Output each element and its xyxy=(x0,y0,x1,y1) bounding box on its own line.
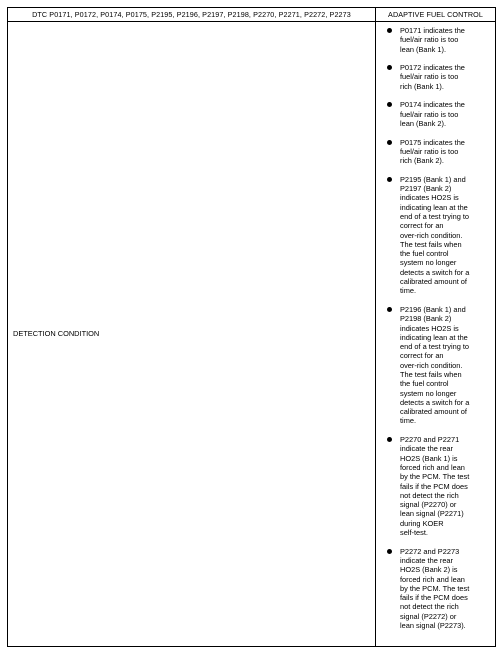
condition-description-cell xyxy=(376,22,496,647)
condition-bullet xyxy=(386,26,493,54)
bullet-icon xyxy=(387,65,392,70)
bullet-icon xyxy=(387,140,392,145)
bullet-icon xyxy=(387,102,392,107)
dtc-header: DTC P0171, P0172, P0174, P0175, P2195, P2196, P2197, P2198, P2270, P2271, P2272, P2273 xyxy=(8,8,376,22)
bullet-icon xyxy=(387,177,392,182)
bullet-icon xyxy=(387,549,392,554)
bullet-icon xyxy=(387,437,392,442)
bullet-text: P0174 indicates the fuel/air ratio is too lean (Bank 2). xyxy=(400,100,465,128)
system-header: ADAPTIVE FUEL CONTROL xyxy=(376,8,496,22)
condition-bullet xyxy=(386,547,493,631)
condition-bullet xyxy=(386,175,493,296)
condition-bullet xyxy=(386,435,493,537)
bullet-text: P2195 (Bank 1) and P2197 (Bank 2) indicates HO2S is indicating lean at the end of a test trying to correct for an over-rich condition. The test fails when the fuel control system no longer detects a switch for a calibrated amount of time. xyxy=(400,174,470,296)
bullet-text: P2196 (Bank 1) and P2198 (Bank 2) indicates HO2S is indicating lean at the end of a test trying to correct for an over-rich condition. The test fails when the fuel control system no longer detects a switch for a calibrated amount of time. xyxy=(400,304,470,426)
bullet-text: P2270 and P2271 indicate the rear HO2S (Bank 1) is forced rich and lean by the PCM. The test fails if the PCM does not detect the rich signal (P2270) or lean signal (P2271) during KOER self-test. xyxy=(400,435,470,538)
bullet-text: P0172 indicates the fuel/air ratio is too rich (Bank 1). xyxy=(400,63,465,91)
condition-bullet xyxy=(386,63,493,91)
condition-bullet-list xyxy=(376,22,495,630)
bullet-icon xyxy=(387,307,392,312)
condition-bullet xyxy=(386,305,493,426)
condition-bullet xyxy=(386,100,493,128)
detection-condition-row xyxy=(8,22,496,647)
bullet-text: P0171 indicates the fuel/air ratio is too lean (Bank 1). xyxy=(400,26,465,54)
bullet-text: P2272 and P2273 indicate the rear HO2S (Bank 2) is forced rich and lean by the PCM. The test fails if the PCM does not detect the rich signal (P2272) or lean signal (P2273). xyxy=(400,546,470,630)
detection-condition-label: DETECTION CONDITION xyxy=(8,22,376,647)
dtc-table xyxy=(7,7,496,647)
header-row xyxy=(8,8,496,22)
bullet-icon xyxy=(387,28,392,33)
bullet-text: P0175 indicates the fuel/air ratio is too rich (Bank 2). xyxy=(400,137,465,166)
condition-bullet xyxy=(386,138,493,166)
